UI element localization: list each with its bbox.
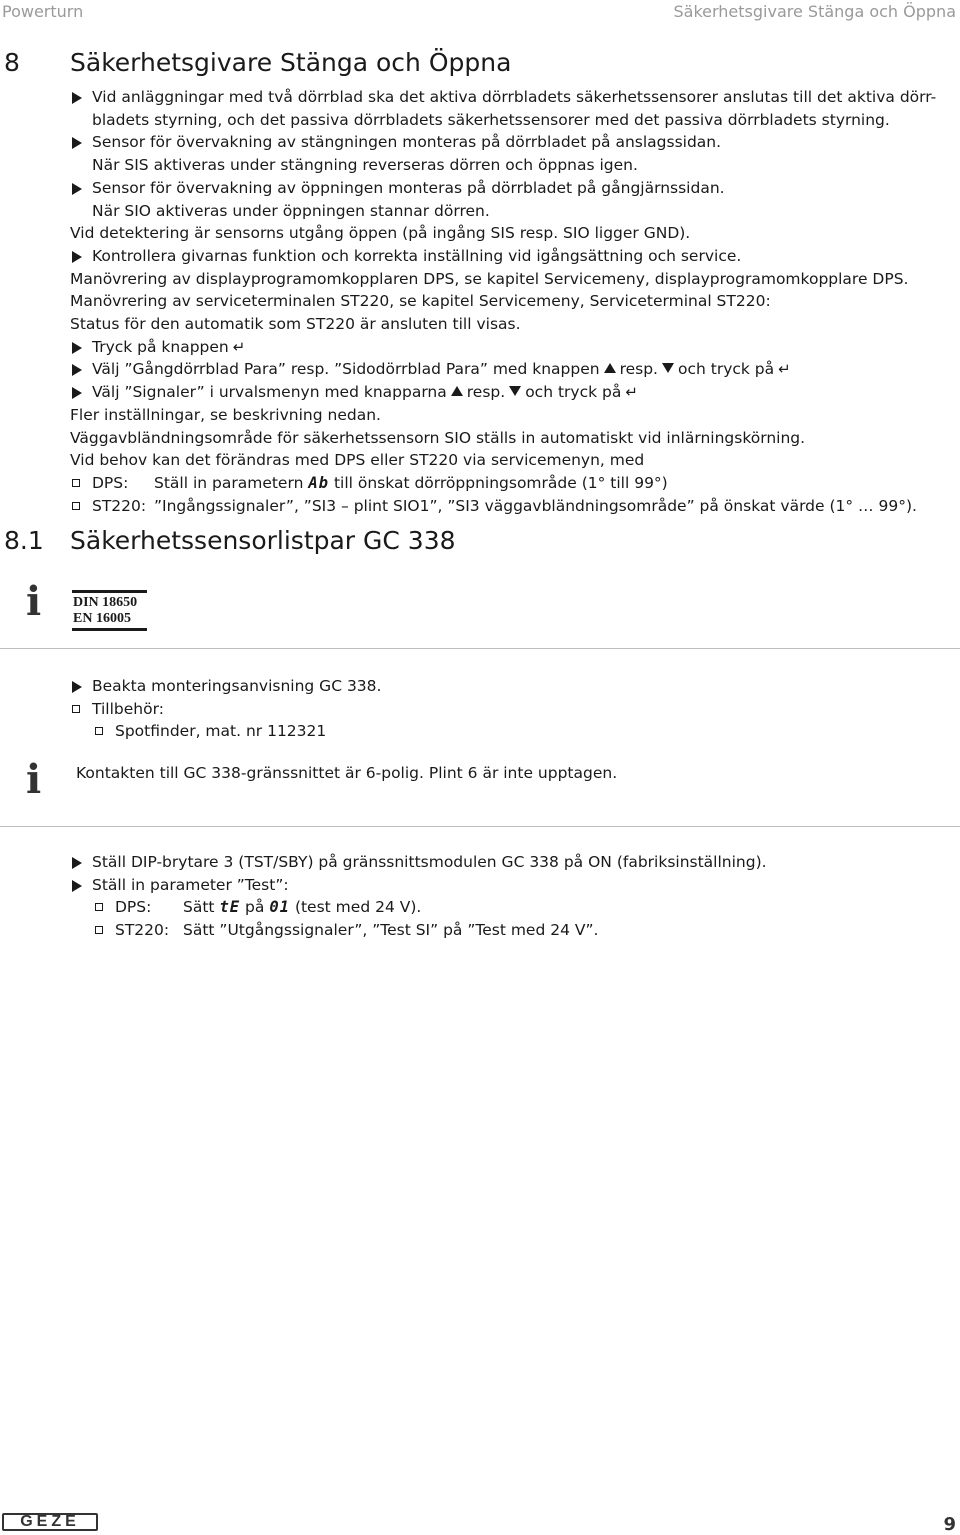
text-line: bladets styrning, och det passiva dörrbladets säkerhetssensorer med det passiva dörrbladets styrning. (92, 110, 890, 129)
info-icon: i (26, 578, 42, 625)
triangle-down-icon (662, 363, 674, 373)
standards-badge (72, 590, 147, 631)
header-left: Powerturn (2, 2, 84, 21)
info-note: Kontakten till GC 338-gränssnittet är 6-polig. Plint 6 är inte upptagen. (76, 764, 618, 782)
text-line: Status för den automatik som ST220 är ansluten till visas. (70, 315, 521, 334)
section-heading (4, 48, 511, 77)
square-bullet-subitem: DPS: Sätt tE på 01 (test med 24 V). (70, 896, 767, 919)
bullet-item: Kontrollera givarnas funktion och korrekta inställning vid igångsättning och service. (70, 245, 936, 268)
bullet-item: Ställ in parameter ”Test”: (70, 874, 767, 897)
text-line: Manövrering av serviceterminalen ST220, se kapitel Servicemeny, Serviceterminal ST220: (70, 292, 771, 311)
segment-code: tE (219, 898, 241, 917)
subsection-title: Säkerhetssensorlistpar GC 338 (70, 526, 456, 555)
bullet-item: Beakta monteringsanvisning GC 338. (70, 675, 381, 698)
text-line: När SIS aktiveras under stängning reverseras dörren och öppnas igen. (92, 156, 638, 175)
bullet-item: Sensor för övervakning av stängningen monteras på dörrbladet på anslagssidan. (70, 131, 936, 154)
text-line: Vid behov kan det förändras med DPS eller ST220 via servicemenyn, med (70, 451, 645, 470)
bullet-item: Ställ DIP-brytare 3 (TST/SBY) på gränssnittsmodulen GC 338 på ON (fabriksinställning). (70, 851, 767, 874)
text-line: Vid detektering är sensorns utgång öppen (på ingång SIS resp. SIO ligger GND). (70, 224, 691, 243)
square-bullet-item: ST220: ”Ingångssignaler”, ”SI3 – plint SIO1”, ”SI3 väggavbländningsområde” på önskat värde (1° … 99°). (70, 495, 936, 518)
info-icon: i (26, 756, 42, 803)
segment-code: 01 (269, 898, 290, 917)
standard-en: EN 16005 (73, 611, 131, 626)
info-list (70, 675, 381, 743)
enter-key-icon: ↵ (625, 383, 638, 402)
steps-list (70, 851, 767, 942)
subsection-number: 8.1 (4, 526, 44, 555)
text-line: Manövrering av displayprogramomkopplaren DPS, se kapitel Servicemeny, displayprogramomkopplare DPS. (70, 269, 909, 288)
square-bullet-item: Tillbehör: (70, 698, 381, 721)
bullet-item: Sensor för övervakning av öppningen monteras på dörrbladet på gångjärnssidan. (70, 177, 936, 200)
bullet-item: Vid anläggningar med två dörrblad ska det aktiva dörrbladets säkerhetssensorer anslutas till det aktiva dörr- (70, 86, 936, 109)
page-number: 9 (943, 1514, 956, 1535)
segment-code: Ab (308, 473, 330, 492)
divider (0, 648, 960, 649)
main-content (70, 86, 936, 517)
square-bullet-item: DPS: Ställ in parametern Ab till önskat dörröppningsområde (1° till 99°) (70, 472, 936, 495)
text-line: När SIO aktiveras under öppningen stannar dörren. (92, 201, 490, 220)
enter-key-icon: ↵ (232, 337, 246, 356)
bullet-item: Tryck på knappen ↵ (70, 336, 936, 359)
subsection-heading (4, 526, 456, 555)
triangle-down-icon (509, 386, 521, 396)
geze-logo: GEZE (2, 1513, 98, 1531)
divider (0, 826, 960, 827)
square-bullet-subitem: Spotfinder, mat. nr 112321 (70, 720, 381, 743)
section-number: 8 (4, 48, 20, 77)
header-right: Säkerhetsgivare Stänga och Öppna (673, 2, 956, 21)
bullet-item: Välj ”Signaler” i urvalsmenyn med knapparna resp. och tryck på ↵ (70, 381, 936, 404)
text-line: Väggavbländningsområde för säkerhetssensorn SIO ställs in automatiskt vid inlärningskörning. (70, 428, 806, 447)
standard-din: DIN 18650 (73, 595, 138, 610)
enter-key-icon: ↵ (778, 360, 791, 379)
square-bullet-subitem: ST220: Sätt ”Utgångssignaler”, ”Test SI” på ”Test med 24 V”. (70, 919, 767, 942)
bullet-item: Välj ”Gångdörrblad Para” resp. ”Sidodörrblad Para” med knappen resp. och tryck på ↵ (70, 358, 936, 381)
section-title: Säkerhetsgivare Stänga och Öppna (70, 48, 512, 77)
triangle-up-icon (451, 386, 463, 396)
text-line: Fler inställningar, se beskrivning nedan. (70, 405, 381, 424)
triangle-up-icon (604, 363, 616, 373)
